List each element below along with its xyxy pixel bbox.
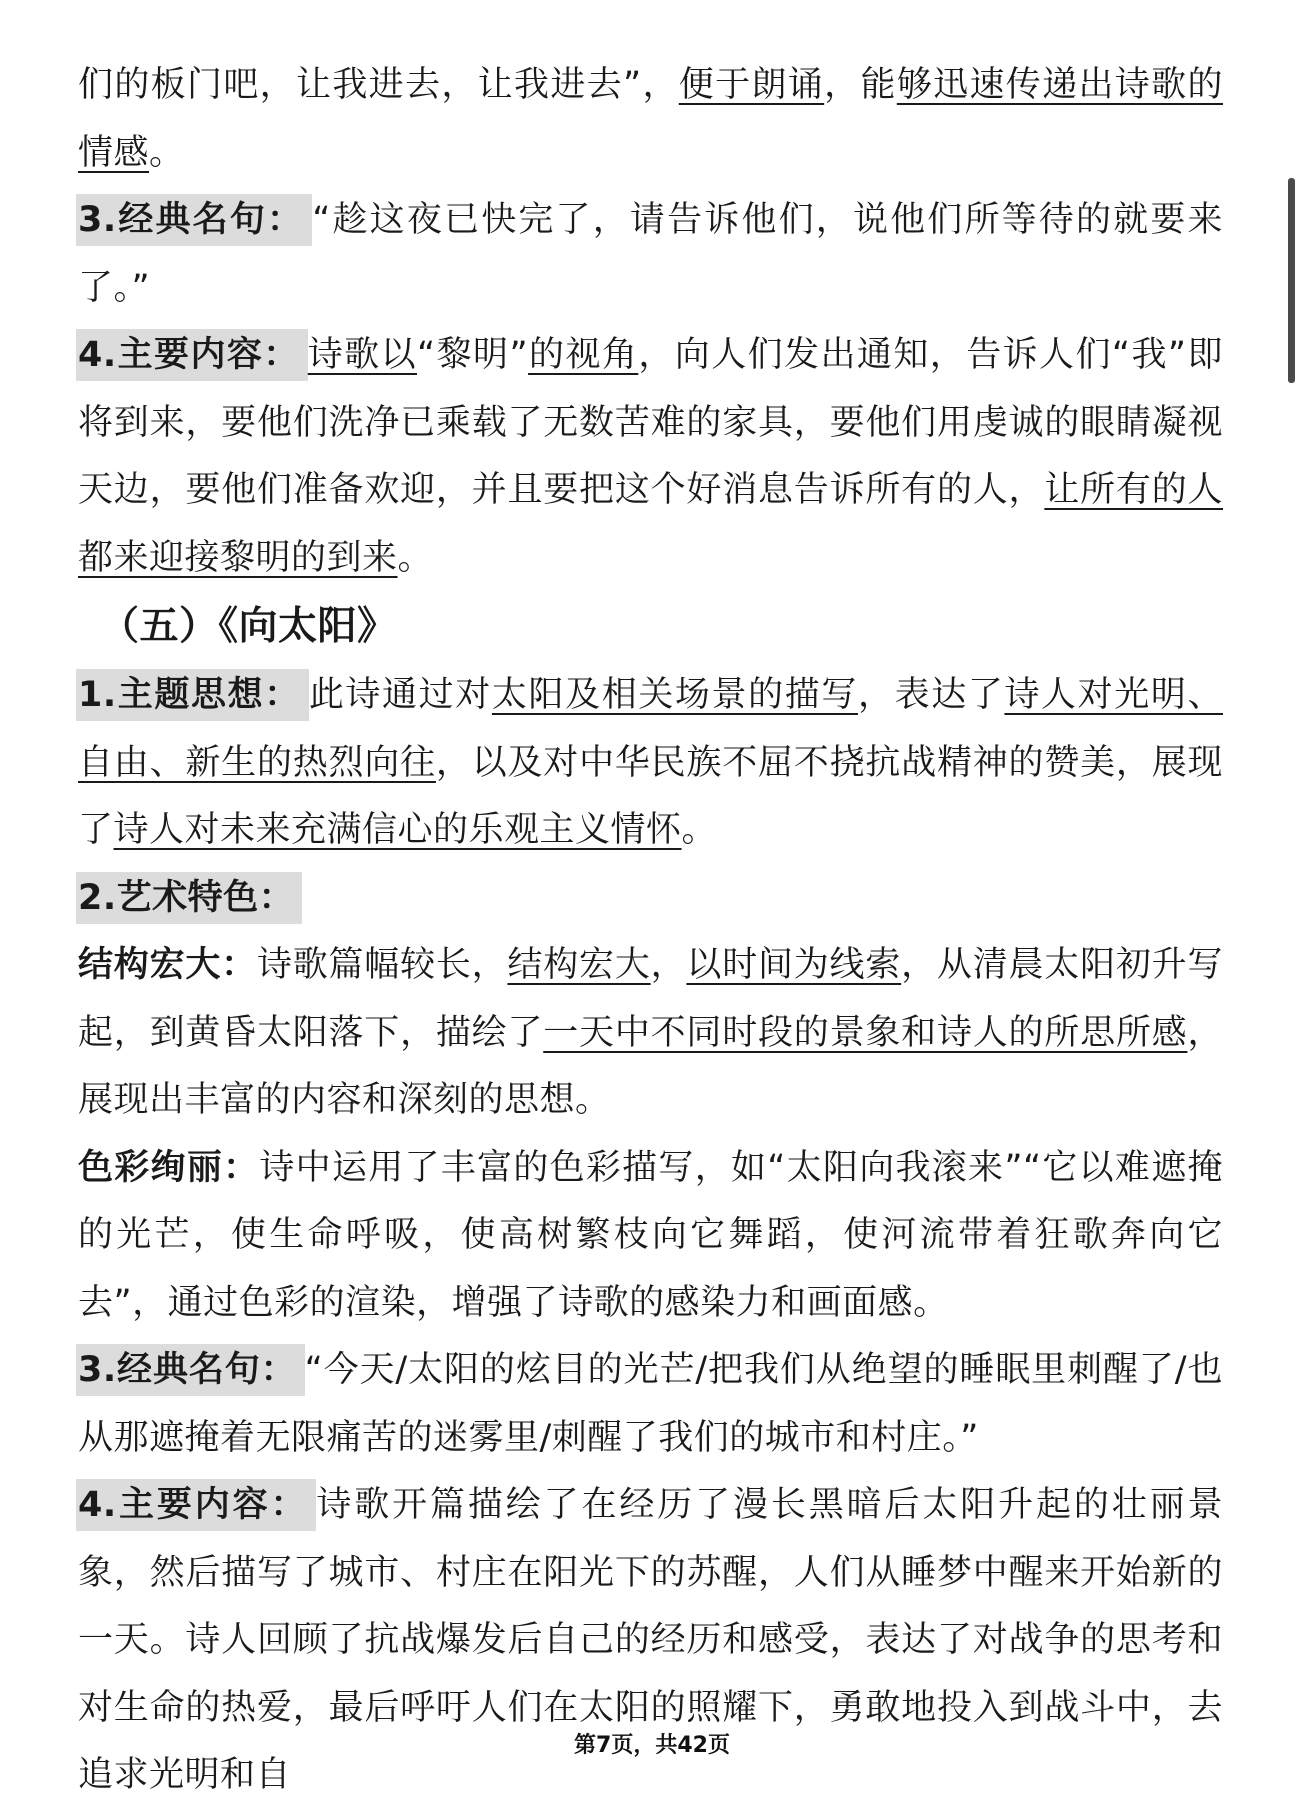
- section-label: 2.艺术特色：: [76, 872, 302, 924]
- text-run: ，以及对中华民族不屈不挠抗战精神的赞美，展现了: [78, 742, 1223, 850]
- text-run: “黎明”: [417, 335, 529, 375]
- subheading: 结构宏大：: [78, 945, 257, 985]
- underlined-text: 的视角: [528, 335, 639, 375]
- paragraph: [78, 932, 1223, 1135]
- text-run: ，能: [824, 65, 897, 105]
- paragraph: [78, 322, 1223, 592]
- underlined-text: 结构宏大: [507, 945, 651, 985]
- section-label: 4.主要内容：: [76, 1479, 316, 1531]
- paragraph: [78, 865, 1223, 933]
- text-run: 。: [149, 132, 185, 173]
- text-run: ，展现出丰富的内容和深刻的思想。: [78, 1012, 1223, 1120]
- page-footer: 第7页，共42页: [574, 1733, 730, 1758]
- text-run: 此诗通过对: [308, 675, 492, 715]
- underlined-text: 够迅速传递出诗歌的情感: [78, 65, 1223, 173]
- text-run: 。: [397, 537, 434, 578]
- section-label: 4.主要内容：: [76, 329, 308, 381]
- section-label: 1.主题思想：: [76, 669, 309, 721]
- text-run: ，向人们发出通知，告诉人们“我”即将到来，要他们洗净已乘载了无数苦难的家具，要他们用虔诚的眼睛凝视天边，要他们准备欢迎，并且要把这个好消息告诉所有的人，: [78, 335, 1223, 510]
- underlined-text: 便于朗诵: [678, 65, 825, 105]
- paragraph: [78, 662, 1223, 865]
- underlined-text: 诗歌以: [307, 335, 418, 375]
- paragraph: [78, 187, 1223, 322]
- section-heading: [100, 592, 1223, 662]
- underlined-text: 一天中不同时段的景象和诗人的所思所感: [543, 1012, 1188, 1053]
- section-label: 3.经典名句：: [76, 1344, 305, 1396]
- text-run: 诗中运用了丰富的色彩描写，如“太阳向我滚来”“它以难遮掩的光芒，使生命呼吸，使高树繁枝向它舞蹈，使河流带着狂歌奔向它去”，通过色彩的渲染，增强了诗歌的感染力和画面感。: [78, 1147, 1223, 1323]
- section-heading: （五）《向太阳》: [100, 604, 397, 649]
- text-run: 诗歌篇幅较长，: [256, 945, 508, 985]
- underlined-text: 让所有的人都来迎接黎明的到来: [78, 470, 1223, 578]
- section-label: 3.经典名句：: [76, 194, 312, 246]
- text-run: ，: [650, 945, 687, 985]
- document-body: [78, 52, 1223, 1810]
- text-run: “今天/太阳的炫目的光芒/把我们从绝望的睡眠里刺醒了/也从那遮掩着无限痛苦的迷雾里/刺醒了我们的城市和村庄。”: [78, 1350, 1223, 1458]
- paragraph: [78, 1337, 1223, 1472]
- underlined-text: 诗人对未来充满信心的乐观主义情怀: [113, 810, 682, 850]
- underlined-text: 诗人对光明、自由、新生的热烈向往: [78, 675, 1223, 783]
- paragraph: [78, 52, 1223, 187]
- underlined-text: 太阳及相关场景的描写: [491, 675, 858, 715]
- text-run: ，从清晨太阳初升写起，到黄昏太阳落下，描绘了: [78, 945, 1223, 1053]
- underlined-text: 以时间为线索: [686, 945, 902, 985]
- subheading: 色彩绚丽：: [78, 1147, 260, 1188]
- text-run: 们的板门吧，让我进去，让我进去”，: [78, 65, 679, 105]
- text-run: 。: [681, 810, 718, 850]
- text-run: “趁这夜已快完了，请告诉他们，说他们所等待的就要来了。”: [78, 200, 1224, 308]
- text-run: 诗歌开篇描绘了在经历了漫长黑暗后太阳升起的壮丽景象，然后描写了城市、村庄在阳光下的苏醒，人们从睡梦中醒来开始新的一天。诗人回顾了抗战爆发后自己的经历和感受，表达了对战争的思考和对生命的热爱，最后呼吁人们在太阳的照耀下，勇敢地投入到战斗中，去追求光明和自: [78, 1485, 1223, 1795]
- paragraph: [78, 1135, 1223, 1338]
- text-run: ，表达了: [857, 675, 1005, 715]
- scrollbar[interactable]: [1288, 178, 1295, 383]
